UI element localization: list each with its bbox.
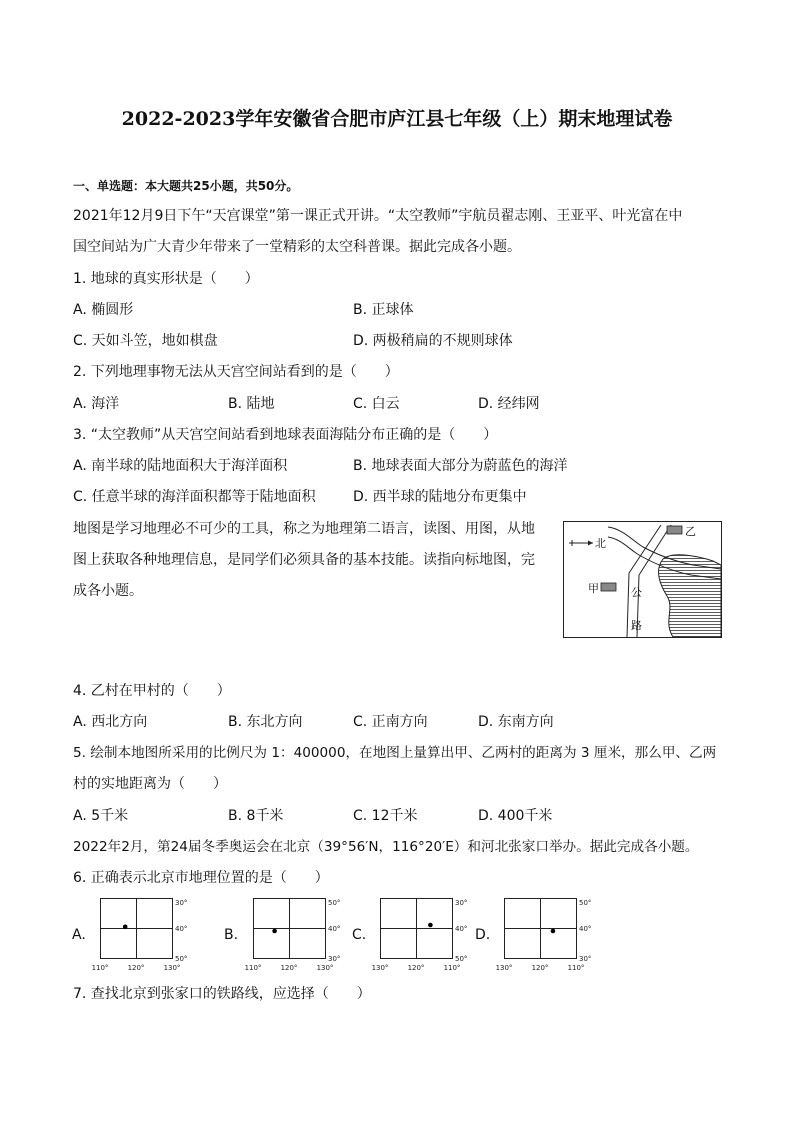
latitude-label: 30° — [175, 899, 188, 907]
lat-lon-grid — [495, 898, 596, 978]
longitude-label: 130° — [163, 964, 181, 972]
question-stem: 7. 查找北京到张家口的铁路线，应选择（ ） — [73, 986, 371, 1002]
latitude-label: 50° — [579, 899, 592, 907]
option-b: B. 正球体 — [353, 302, 414, 318]
option-b: B. 陆地 — [228, 396, 275, 412]
lat-lon-grid — [371, 898, 472, 978]
beijing-point — [123, 925, 128, 930]
question-stem: 5. 绘制本地图所采用的比例尺为 1：400000，在地图上量算出甲、乙两村的距离为 3 厘米，那么甲、乙两 — [73, 745, 717, 761]
option-d: D. 经纬网 — [478, 396, 540, 412]
option-b: B. 地球表面大部分为蔚蓝色的海洋 — [353, 458, 568, 474]
beijing-point — [551, 929, 556, 934]
intro-text: 2021年12月9日下午“天宫课堂”第一课正式开讲。“太空教师”宇航员翟志刚、王亚平、叶光富在中 — [73, 208, 683, 224]
question-stem: 4. 乙村在甲村的（ ） — [73, 683, 231, 699]
direction-map — [563, 521, 722, 638]
option-d: D. 两极稍扁的不规则球体 — [353, 333, 513, 349]
option-label: C. — [352, 927, 367, 943]
latitude-label: 30° — [328, 955, 341, 963]
longitude-label: 110° — [567, 964, 585, 972]
latitude-label: 40° — [579, 925, 592, 933]
longitude-label: 110° — [443, 964, 461, 972]
question-stem: 3. “太空教师”从天宫空间站看到地球表面海陆分布正确的是（ ） — [73, 427, 498, 443]
north-label: 北 — [595, 537, 606, 550]
longitude-label: 120° — [531, 964, 549, 972]
option-label: B. — [224, 927, 239, 943]
longitude-label: 110° — [244, 964, 262, 972]
option-b: B. 东北方向 — [228, 714, 303, 730]
latitude-label: 40° — [175, 925, 188, 933]
option-c: C. 正南方向 — [353, 714, 428, 730]
beijing-point — [272, 929, 277, 934]
option-label: A. — [72, 927, 86, 943]
road-label: 路 — [631, 619, 642, 632]
option-label: D. — [475, 927, 491, 943]
option-d: D. 400千米 — [478, 808, 553, 824]
option-b: B. 8千米 — [228, 808, 284, 824]
longitude-label: 110° — [91, 964, 109, 972]
question-stem: 1. 地球的真实形状是（ ） — [73, 271, 259, 287]
latitude-label: 50° — [455, 955, 468, 963]
option-a: A. 海洋 — [73, 396, 120, 412]
latitude-label: 40° — [328, 925, 341, 933]
village-jia-label: 甲 — [588, 582, 599, 595]
intro-text: 国空间站为广大青少年带来了一堂精彩的太空科普课。据此完成各小题。 — [73, 239, 521, 255]
option-a: A. 南半球的陆地面积大于海洋面积 — [73, 458, 288, 474]
option-a: A. 5千米 — [73, 808, 129, 824]
longitude-label: 120° — [280, 964, 298, 972]
road-label: 公 — [631, 586, 642, 599]
option-c: C. 任意半球的海洋面积都等于陆地面积 — [73, 489, 316, 505]
intro-text: 2022年2月，第24届冬季奥运会在北京（39°56′N，116°20′E）和河北张家口举办。据此完成各小题。 — [73, 839, 699, 855]
page-title: 2022-2023学年安徽省合肥市庐江县七年级（上）期末地理试卷 — [121, 108, 673, 130]
longitude-label: 120° — [407, 964, 425, 972]
latitude-label: 30° — [455, 899, 468, 907]
intro-text: 成各小题。 — [73, 583, 143, 599]
option-a: A. 椭圆形 — [73, 302, 134, 318]
option-c: C. 白云 — [353, 396, 400, 412]
longitude-label: 130° — [371, 964, 389, 972]
question-stem: 村的实地距离为（ ） — [73, 776, 227, 792]
latitude-label: 50° — [175, 955, 188, 963]
latitude-label: 30° — [579, 955, 592, 963]
latitude-label: 50° — [328, 899, 341, 907]
option-c: C. 12千米 — [353, 808, 418, 824]
longitude-label: 120° — [127, 964, 145, 972]
intro-text: 地图是学习地理必不可少的工具，称之为地理第二语言，读图、用图，从地 — [73, 521, 535, 537]
option-d: D. 东南方向 — [478, 714, 554, 730]
latitude-label: 40° — [455, 925, 468, 933]
longitude-label: 130° — [495, 964, 513, 972]
beijing-point — [428, 923, 433, 928]
option-d: D. 西半球的陆地分布更集中 — [353, 489, 527, 505]
option-c: C. 天如斗笠，地如棋盘 — [73, 333, 218, 349]
village-yi-label: 乙 — [685, 525, 696, 538]
section-heading: 一、单选题：本大题共25小题，共50分。 — [73, 179, 299, 193]
lat-lon-grid — [91, 898, 192, 978]
question-stem: 6. 正确表示北京市地理位置的是（ ） — [73, 870, 329, 886]
lat-lon-grid — [244, 898, 345, 978]
longitude-label: 130° — [316, 964, 334, 972]
option-a: A. 西北方向 — [73, 714, 148, 730]
intro-text: 图上获取各种地理信息，是同学们必须具备的基本技能。读指向标地图，完 — [73, 552, 535, 568]
question-stem: 2. 下列地理事物无法从天宫空间站看到的是（ ） — [73, 364, 399, 380]
